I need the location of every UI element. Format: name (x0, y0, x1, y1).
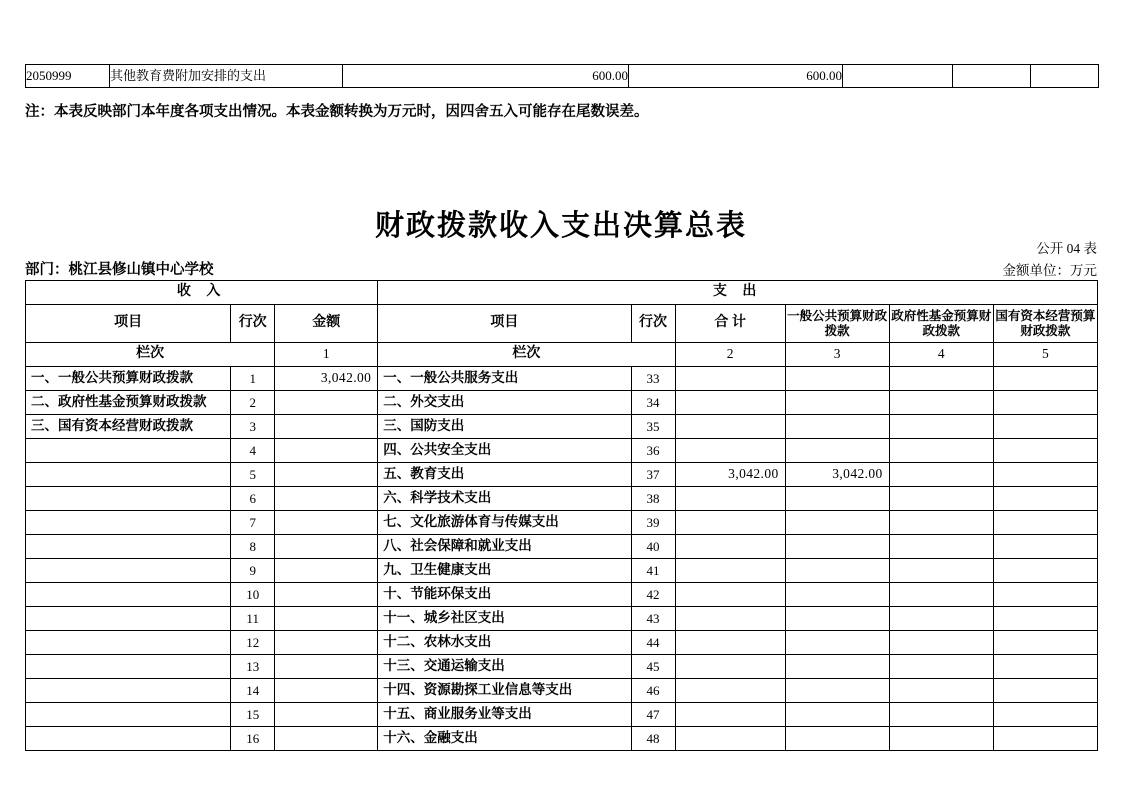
expense-gov-fund (889, 631, 993, 655)
expense-general-public (785, 583, 889, 607)
column-label-expense: 栏次 (378, 343, 675, 367)
expense-state-capital (993, 439, 1097, 463)
expense-state-capital (993, 607, 1097, 631)
expense-state-capital (993, 631, 1097, 655)
expense-rowno: 45 (631, 655, 675, 679)
expense-state-capital (993, 559, 1097, 583)
income-rowno: 2 (231, 391, 275, 415)
expense-rowno: 48 (631, 727, 675, 751)
expense-state-capital (993, 367, 1097, 391)
expense-general-public (785, 391, 889, 415)
expense-gov-fund (889, 535, 993, 559)
expense-state-capital (993, 415, 1097, 439)
expense-total (675, 703, 785, 727)
expense-item: 十三、交通运输支出 (378, 655, 631, 679)
col-gov-fund-budget: 政府性基金预算财政拨款 (889, 305, 993, 343)
income-item (26, 703, 231, 727)
expense-rowno: 40 (631, 535, 675, 559)
expense-item: 八、社会保障和就业支出 (378, 535, 631, 559)
table-row (26, 583, 1098, 607)
expense-gov-fund (889, 367, 993, 391)
expense-item: 十二、农林水支出 (378, 631, 631, 655)
expense-total: 3,042.00 (675, 463, 785, 487)
income-amount (275, 727, 378, 751)
income-item (26, 559, 231, 583)
expense-item: 七、文化旅游体育与传媒支出 (378, 511, 631, 535)
income-amount: 3,042.00 (275, 367, 378, 391)
expense-gov-fund (889, 655, 993, 679)
department-line: 部门：桃江县修山镇中心学校 (25, 262, 214, 278)
expense-state-capital (993, 535, 1097, 559)
income-item (26, 583, 231, 607)
col-expense-rowno: 行次 (631, 305, 675, 343)
table-row (26, 559, 1098, 583)
expense-gov-fund (889, 583, 993, 607)
income-rowno: 8 (231, 535, 275, 559)
group-header-income: 收 入 (26, 281, 378, 305)
table-row (26, 367, 1098, 391)
expense-rowno: 44 (631, 631, 675, 655)
income-item (26, 439, 231, 463)
column-number-general-public: 3 (785, 343, 889, 367)
expense-item: 九、卫生健康支出 (378, 559, 631, 583)
income-item: 二、政府性基金预算财政拨款 (26, 391, 231, 415)
table-row (26, 463, 1098, 487)
expense-rowno: 33 (631, 367, 675, 391)
income-item (26, 631, 231, 655)
income-amount (275, 559, 378, 583)
top-table-fragment (25, 64, 1098, 88)
table-row (26, 703, 1098, 727)
expense-gov-fund (889, 463, 993, 487)
column-label-income: 栏次 (26, 343, 275, 367)
expense-gov-fund (889, 559, 993, 583)
column-number-income-amount: 1 (275, 343, 378, 367)
income-amount (275, 631, 378, 655)
expense-general-public (785, 679, 889, 703)
expense-gov-fund (889, 679, 993, 703)
table-row (26, 391, 1098, 415)
expense-rowno: 34 (631, 391, 675, 415)
income-amount (275, 535, 378, 559)
expense-item: 十四、资源勘探工业信息等支出 (378, 679, 631, 703)
col-income-item: 项目 (26, 305, 231, 343)
expense-gov-fund (889, 487, 993, 511)
expense-general-public (785, 415, 889, 439)
expense-total (675, 679, 785, 703)
main-table (25, 280, 1098, 751)
column-header-row (26, 305, 1098, 343)
income-item (26, 535, 231, 559)
fiscal-appropriation-table (25, 280, 1098, 751)
expense-rowno: 37 (631, 463, 675, 487)
income-rowno: 13 (231, 655, 275, 679)
col-expense-item: 项目 (378, 305, 631, 343)
expense-gov-fund (889, 607, 993, 631)
income-rowno: 5 (231, 463, 275, 487)
expense-rowno: 39 (631, 511, 675, 535)
income-amount (275, 391, 378, 415)
table-row (26, 607, 1098, 631)
expense-total (675, 367, 785, 391)
income-item (26, 487, 231, 511)
table-row (26, 679, 1098, 703)
income-item (26, 655, 231, 679)
expense-state-capital (993, 511, 1097, 535)
column-number-row (26, 343, 1098, 367)
amount-unit-line: 金额单位：万元 (1002, 263, 1097, 278)
income-item (26, 463, 231, 487)
expense-total (675, 607, 785, 631)
column-number-gov-fund: 4 (889, 343, 993, 367)
table-row (26, 535, 1098, 559)
expense-general-public (785, 655, 889, 679)
table-row (26, 727, 1098, 751)
income-item: 一、一般公共预算财政拨款 (26, 367, 231, 391)
column-number-total: 2 (675, 343, 785, 367)
expense-rowno: 41 (631, 559, 675, 583)
table-row (26, 487, 1098, 511)
expense-item: 十、节能环保支出 (378, 583, 631, 607)
income-amount (275, 607, 378, 631)
expense-general-public (785, 439, 889, 463)
expense-total (675, 583, 785, 607)
income-rowno: 7 (231, 511, 275, 535)
expense-rowno: 47 (631, 703, 675, 727)
fragment-name: 其他教育费附加安排的支出 (110, 65, 343, 88)
expense-general-public (785, 511, 889, 535)
expense-item: 二、外交支出 (378, 391, 631, 415)
col-income-rowno: 行次 (231, 305, 275, 343)
income-amount (275, 439, 378, 463)
income-amount (275, 487, 378, 511)
expense-total (675, 727, 785, 751)
expense-item: 六、科学技术支出 (378, 487, 631, 511)
expense-total (675, 559, 785, 583)
expense-state-capital (993, 727, 1097, 751)
expense-gov-fund (889, 727, 993, 751)
income-rowno: 6 (231, 487, 275, 511)
col-total: 合 计 (675, 305, 785, 343)
expense-gov-fund (889, 415, 993, 439)
income-item (26, 727, 231, 751)
income-amount (275, 463, 378, 487)
expense-state-capital (993, 487, 1097, 511)
expense-gov-fund (889, 439, 993, 463)
expense-gov-fund (889, 391, 993, 415)
income-rowno: 3 (231, 415, 275, 439)
fragment-value-3 (843, 65, 953, 88)
income-rowno: 14 (231, 679, 275, 703)
expense-total (675, 535, 785, 559)
income-rowno: 1 (231, 367, 275, 391)
income-item: 三、国有资本经营财政拨款 (26, 415, 231, 439)
expense-general-public (785, 487, 889, 511)
table-row (26, 415, 1098, 439)
expense-rowno: 36 (631, 439, 675, 463)
page-title: 财政拨款收入支出决算总表 (374, 210, 747, 242)
table-row (26, 655, 1098, 679)
expense-total (675, 655, 785, 679)
expense-total (675, 511, 785, 535)
income-item (26, 511, 231, 535)
group-header-expense: 支 出 (378, 281, 1098, 305)
expense-rowno: 43 (631, 607, 675, 631)
table-row (26, 631, 1098, 655)
income-rowno: 12 (231, 631, 275, 655)
expense-state-capital (993, 391, 1097, 415)
expense-rowno: 35 (631, 415, 675, 439)
expense-item: 十五、商业服务业等支出 (378, 703, 631, 727)
col-income-amount: 金额 (275, 305, 378, 343)
expense-item: 十六、金融支出 (378, 727, 631, 751)
column-number-state-capital: 5 (993, 343, 1097, 367)
expense-item: 十一、城乡社区支出 (378, 607, 631, 631)
table-row (26, 65, 1099, 88)
expense-item: 一、一般公共服务支出 (378, 367, 631, 391)
expense-state-capital (993, 679, 1097, 703)
income-amount (275, 583, 378, 607)
expense-rowno: 42 (631, 583, 675, 607)
expense-gov-fund (889, 703, 993, 727)
expenditure-fragment-table (25, 64, 1099, 88)
table-row (26, 439, 1098, 463)
income-amount (275, 415, 378, 439)
expense-general-public (785, 727, 889, 751)
income-rowno: 16 (231, 727, 275, 751)
fragment-value-5 (1031, 65, 1099, 88)
income-rowno: 15 (231, 703, 275, 727)
income-amount (275, 655, 378, 679)
expense-general-public (785, 703, 889, 727)
income-rowno: 10 (231, 583, 275, 607)
income-rowno: 4 (231, 439, 275, 463)
expense-state-capital (993, 703, 1097, 727)
income-item (26, 607, 231, 631)
expense-total (675, 415, 785, 439)
expense-state-capital (993, 583, 1097, 607)
expense-total (675, 487, 785, 511)
table-row (26, 511, 1098, 535)
group-header-row (26, 281, 1098, 305)
expense-item: 五、教育支出 (378, 463, 631, 487)
fragment-code: 2050999 (26, 65, 110, 88)
expense-total (675, 439, 785, 463)
income-amount (275, 679, 378, 703)
expense-state-capital (993, 463, 1097, 487)
income-amount (275, 703, 378, 727)
fragment-value-2: 600.00 (629, 65, 843, 88)
expense-general-public (785, 535, 889, 559)
income-rowno: 9 (231, 559, 275, 583)
expense-state-capital (993, 655, 1097, 679)
expense-total (675, 391, 785, 415)
form-number: 公开 04 表 (1036, 241, 1097, 256)
fragment-value-4 (953, 65, 1031, 88)
expense-general-public: 3,042.00 (785, 463, 889, 487)
table-note: 注：本表反映部门本年度各项支出情况。本表金额转换为万元时，因四舍五入可能存在尾数误差。 (25, 104, 649, 120)
expense-item: 三、国防支出 (378, 415, 631, 439)
expense-gov-fund (889, 511, 993, 535)
expense-rowno: 38 (631, 487, 675, 511)
col-state-capital-budget: 国有资本经营预算财政拨款 (993, 305, 1097, 343)
expense-general-public (785, 607, 889, 631)
expense-general-public (785, 631, 889, 655)
expense-total (675, 631, 785, 655)
expense-rowno: 46 (631, 679, 675, 703)
income-amount (275, 511, 378, 535)
expense-item: 四、公共安全支出 (378, 439, 631, 463)
income-rowno: 11 (231, 607, 275, 631)
expense-general-public (785, 367, 889, 391)
income-item (26, 679, 231, 703)
fragment-value-1: 600.00 (343, 65, 629, 88)
col-general-public-budget: 一般公共预算财政拨款 (785, 305, 889, 343)
expense-general-public (785, 559, 889, 583)
